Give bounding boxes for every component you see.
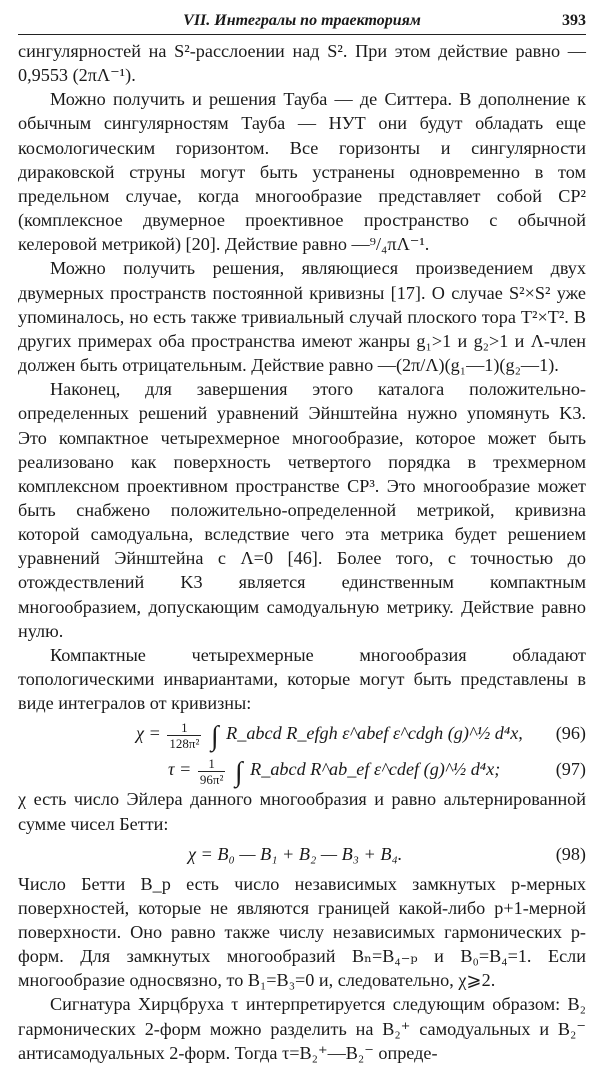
equation-96 — [18, 715, 586, 751]
equation-97-number: (97) — [555, 759, 586, 780]
equation-97-lhs: τ = — [168, 759, 192, 780]
equation-98-number: (98) — [555, 843, 586, 864]
equation-96-fraction: $\frac{1}{\text{128π²}}$ — [169, 719, 200, 751]
paragraph-continuation: сингулярностей на S²-расслоении над S². При этом действие равно —0,9553 (2πΛ⁻¹). — [18, 41, 586, 86]
book-page — [18, 8, 586, 1065]
paragraph-hirzebruch-signature: Сигнатура Хирцбруха τ интерпретируется следующим образом: B₂ гармонических 2-форм можно разделить на B₂⁺ самодуальных и B₂⁻ антисамодуальных 2-форм. Тогда τ=B₂⁺—B₂⁻ опреде- — [18, 994, 586, 1063]
equation-97-formula — [168, 751, 500, 791]
paragraph-product-spaces: Можно получить решения, являющиеся произведением двух двумерных пространств постоянной кривизны [17]. О случае S²×S² уже упоминалось, но есть также тривиальный случай плоского тора T²×T². В других примерах оба пространства имеют жанры g₁>1 и g₂>1 и Λ-член должен быть отрицательным. Действие равно —(2π/Λ)(g₁—1)(g₂—1). — [18, 258, 586, 376]
integral-icon: ∫ — [234, 757, 243, 789]
equation-98 — [18, 836, 586, 872]
paragraph-euler-number: χ есть число Эйлера данного многообразия и равно альтернированной сумме чисел Бетти: — [18, 789, 586, 834]
body-text — [18, 39, 586, 1065]
chapter-title: VII. Интегралы по траекториям — [183, 12, 421, 29]
equation-97 — [18, 751, 586, 787]
paragraph-k3: Наконец, для завершения этого каталога положительно-определенных решений уравнений Эйнштейна нужно упомянуть K3. Это компактное четырехмерное многообразие, которое может быть реализовано как поверхность четвертого порядка в трехмерном комплексном проективном пространстве CP³. Это многообразие может быть снабжено положительно-определенной метрикой, кривизна которой самодуальна, вследствие чего эта метрика будет решением уравнений Эйнштейна с Λ=0 [46]. Более того, с точностью до отождествлений K3 является единственным компактным многообразием, допускающим самодуальную метрику. Действие равно нулю. — [18, 379, 586, 641]
equation-96-body: R_abcd R_efgh ε^abef ε^cdgh (g)^½ d⁴x, — [226, 723, 523, 744]
paragraph-topological-invariants: Компактные четырехмерные многообразия обладают топологическими инвариантами, которые могут быть представлены в виде интегралов от кривизны: — [18, 644, 586, 714]
equation-96-formula — [136, 715, 523, 755]
paragraph-betti-number: Число Бетти B_p есть число независимых замкнутых p-мерных поверхностей, которые не являются границей какой-либо p+1-мерной поверхности. Оно равно также числу независимых гармонических p-форм. Для замкнутых многообразий Bₙ=B₄₋ₚ и B₀=B₄=1. Если многообразие односвязно, то B₁=B₃=0 и, следовательно, χ⩾2. — [18, 873, 586, 991]
equation-96-number: (96) — [555, 723, 586, 744]
equation-98-formula: χ = B₀ — B₁ + B₂ — B₃ + B₄. — [188, 843, 403, 864]
running-head — [18, 8, 586, 35]
equation-96-lhs: χ = — [136, 723, 161, 744]
paragraph-taub-de-sitter: Можно получить и решения Тауба — де Ситтера. В дополнение к обычным сингулярностям Тауба — НУТ они будут обладать еще космологическим горизонтом. Все горизонты и сингулярности дираковской струны могут быть устранены одновременно в том предельном случае, когда многообразие представляет собой CP² (комплексное двумерное проективное пространство с обычной келеровой метрикой) [20]. Действие равно —⁹/₄πΛ⁻¹. — [18, 89, 586, 255]
equation-97-fraction: $\frac{1}{\text{96π²}}$ — [199, 755, 224, 787]
page-number: 393 — [562, 12, 586, 29]
equation-97-body: R_abcd R^ab_ef ε^cdef (g)^½ d⁴x; — [250, 759, 501, 780]
integral-icon: ∫ — [210, 721, 219, 753]
